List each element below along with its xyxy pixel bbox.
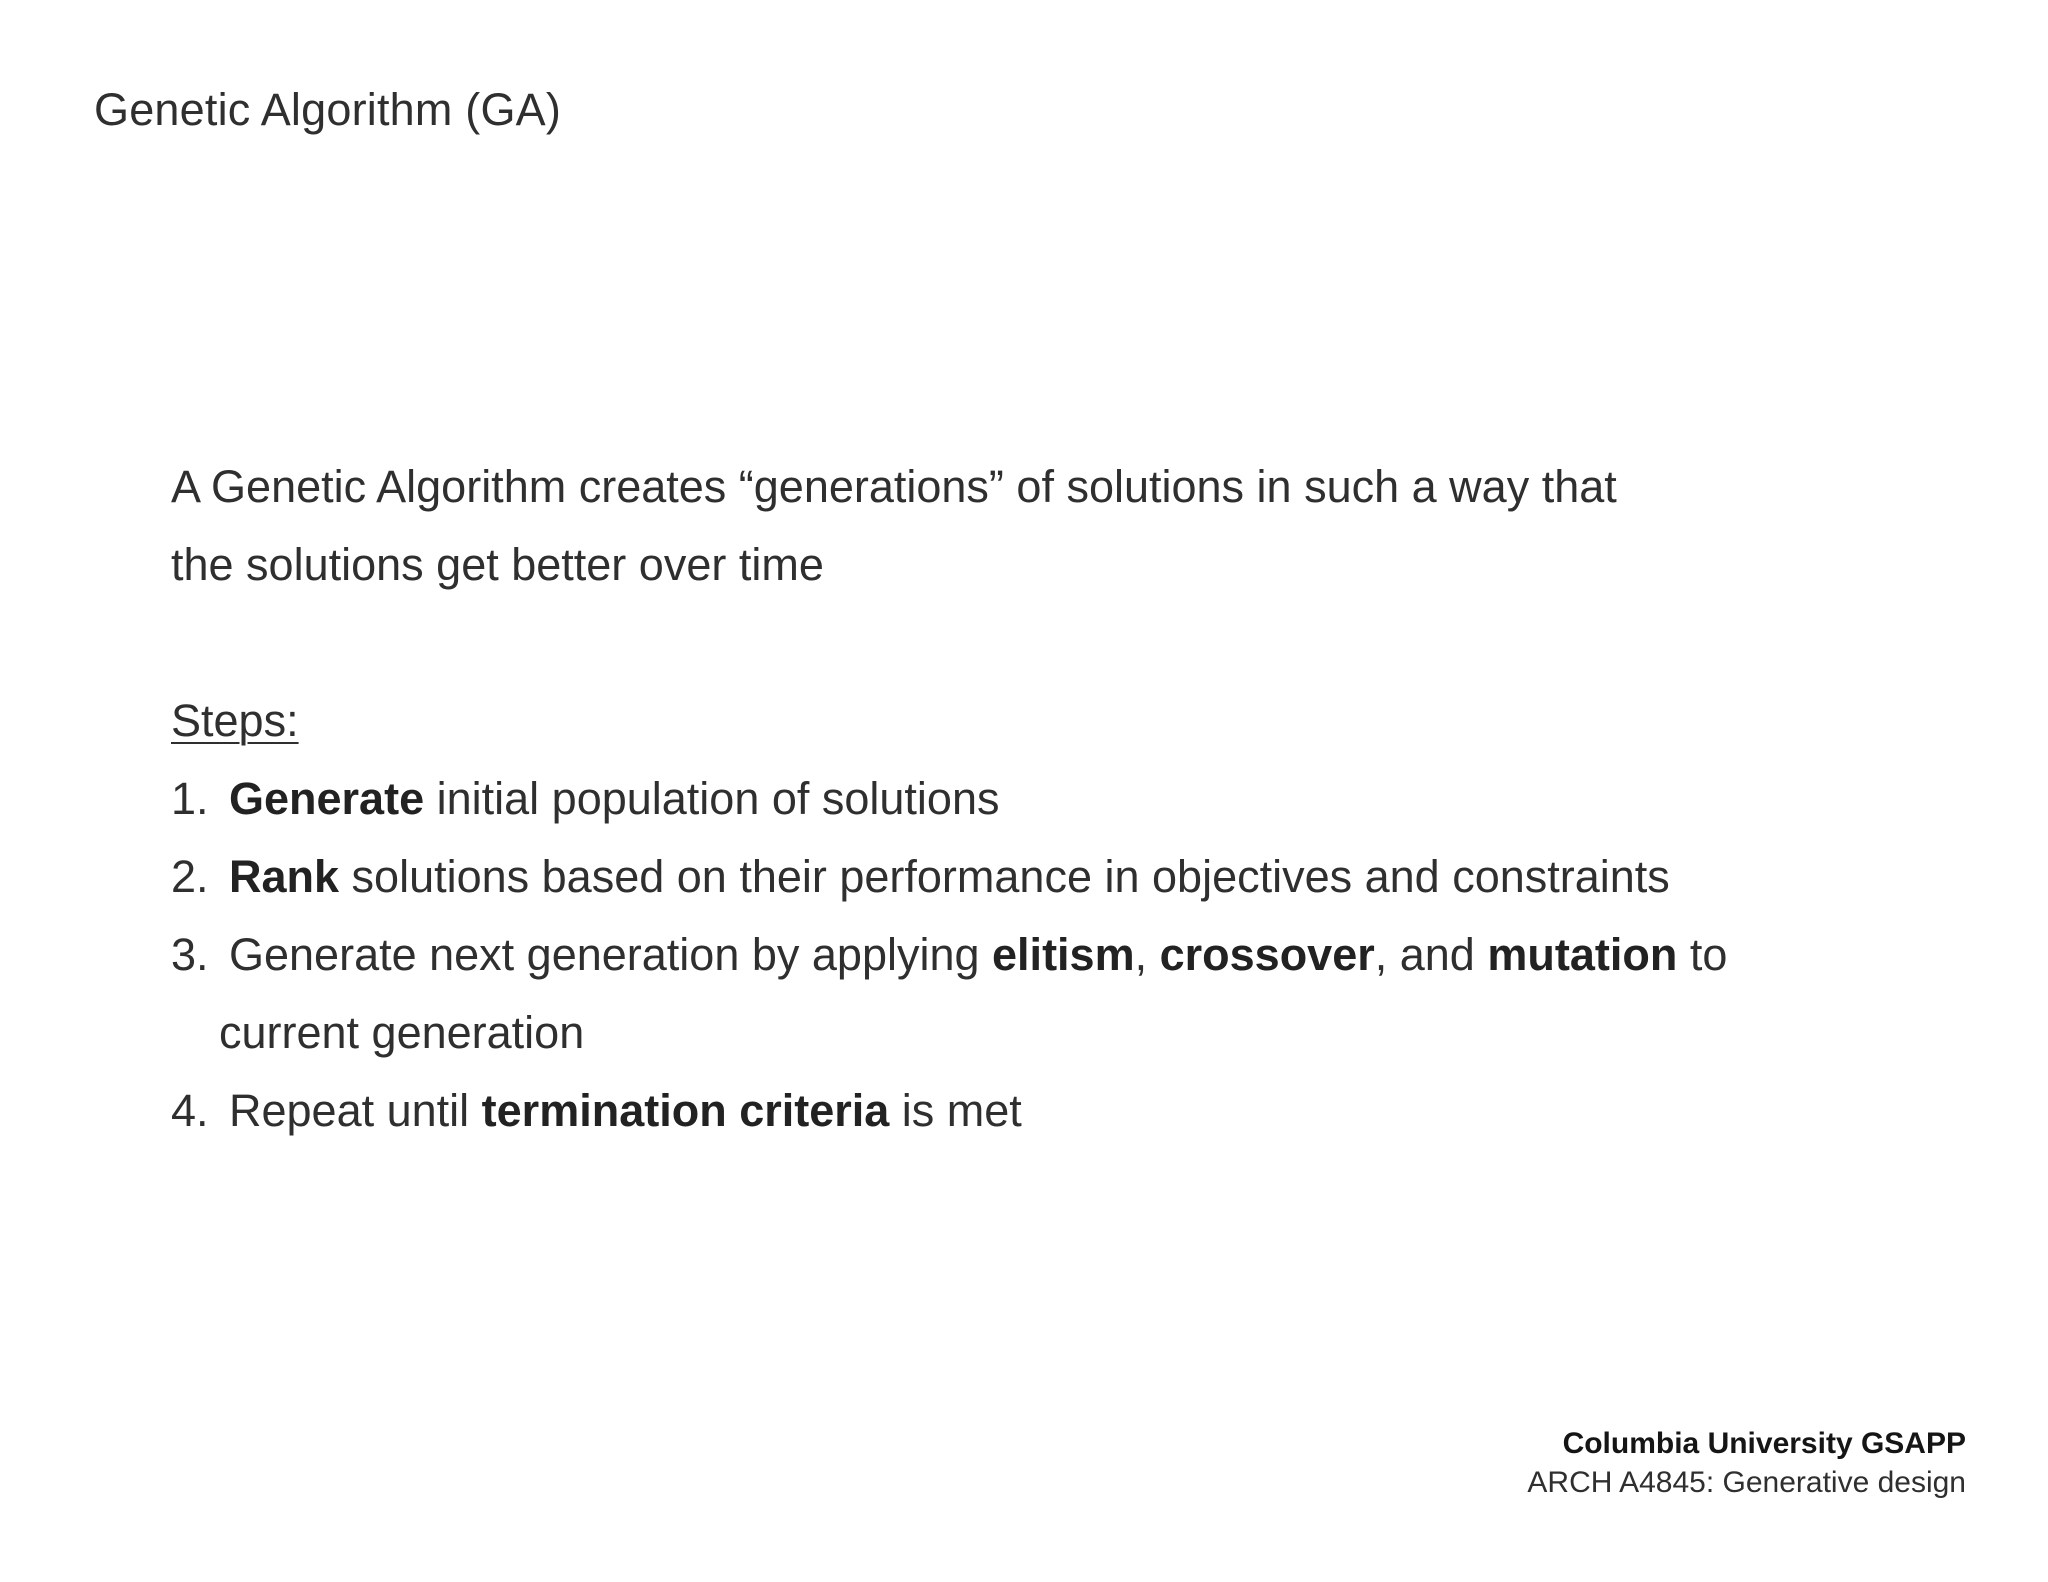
steps-heading (171, 682, 1771, 760)
slide-content (171, 448, 1771, 1150)
step-text: , and (1374, 929, 1488, 980)
step-text: Repeat until (229, 1085, 482, 1136)
steps-list (171, 760, 1771, 1150)
step-number: 1. (171, 773, 209, 824)
intro-line-1: A Genetic Algorithm creates “generations” of solutions in such a way that (171, 461, 1617, 512)
step-number: 2. (171, 851, 209, 902)
step-text: to (1677, 929, 1728, 980)
step-3-continuation: current generation (219, 1007, 585, 1058)
footer-course: ARCH A4845: Generative design (1527, 1466, 1966, 1499)
spacer (171, 604, 1771, 682)
step-keyword: mutation (1487, 929, 1678, 980)
intro-line-2: the solutions get better over time (171, 539, 824, 590)
step-text: solutions based on their performance in objectives and constraints (339, 851, 1670, 902)
step-text: Generate next generation by applying (229, 929, 993, 980)
step-keyword: Rank (229, 851, 340, 902)
step-number: 4. (171, 1085, 209, 1136)
footer-org: Columbia University GSAPP (1562, 1427, 1966, 1460)
steps-heading-text: Steps: (171, 695, 299, 746)
step-text: is met (889, 1085, 1022, 1136)
step-number: 3. (171, 929, 209, 980)
step-text: initial population of solutions (424, 773, 1000, 824)
step-2 (171, 838, 1771, 916)
step-keyword: crossover (1159, 929, 1375, 980)
step-keyword: Generate (229, 773, 425, 824)
step-keyword: termination criteria (481, 1085, 890, 1136)
slide-title: Genetic Algorithm (GA) (94, 84, 562, 135)
step-4 (171, 1072, 1771, 1150)
step-3 (171, 916, 1771, 994)
step-text: , (1134, 929, 1160, 980)
step-keyword: elitism (992, 929, 1135, 980)
footer (1527, 1424, 1966, 1502)
step-1 (171, 760, 1771, 838)
